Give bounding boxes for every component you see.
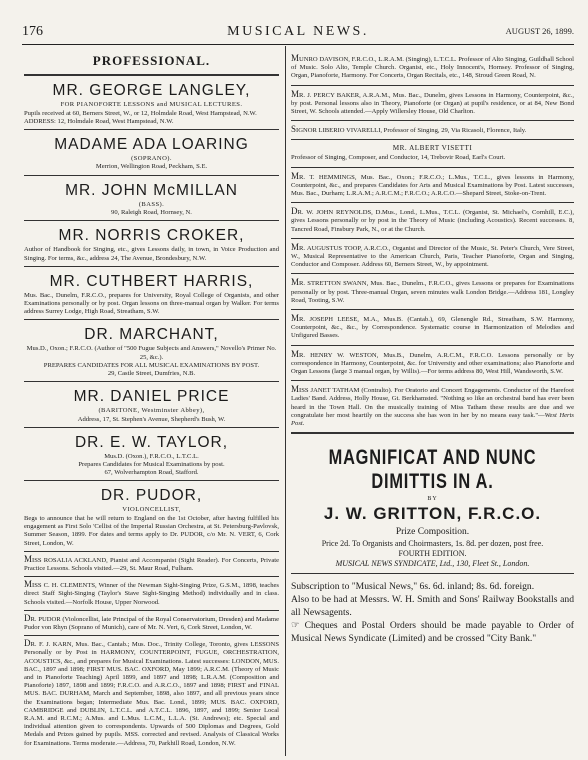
ad-name: DR. MARCHANT, [84, 326, 219, 344]
ad-price [24, 382, 279, 428]
ad-clements [24, 577, 279, 611]
ad-taylor [24, 428, 279, 482]
ad-name: MR. JOHN McMILLAN [65, 181, 238, 199]
ad-address: ADDRESS: 12, Holmdale Road, West Hampstead, N.W. [24, 117, 174, 125]
ad-karn [24, 636, 279, 751]
drop-cap: M [291, 88, 300, 99]
ad-line: 67, Wolverhampton Road, Stafford. [104, 469, 199, 477]
prize-composition: Prize Composition. [395, 527, 470, 538]
drop-cap: D [24, 612, 31, 623]
drop-cap: M [291, 384, 300, 395]
ad-mcmillan [24, 176, 279, 222]
ad-name: MR. DANIEL PRICE [73, 388, 230, 406]
page-header [22, 24, 574, 42]
drop-cap: M [291, 241, 300, 252]
ad-leese [291, 310, 574, 346]
drop-cap: S [291, 124, 297, 135]
ad-weston [291, 346, 574, 382]
ad-text: 90, Raleigh Road, Hornsey, N. [111, 209, 192, 217]
ad-text: ISS ROSALIA ACKLAND, Pianist and Accompanist (Sight Reader). For Concerts, Private Practice Lessons. Schools visited.—29, St. Maur Road, Fulham. [24, 556, 279, 572]
ad-name: DR. PUDOR, [100, 487, 203, 505]
ad-name: MADAME ADA LOARING [54, 135, 249, 153]
ad-name: MR. ALBERT VISETTI [392, 144, 473, 153]
ad-text: R. HENRY W. WESTON, Mus.B., Dunelm, A.R.C.M., F.R.C.O. Lessons personally or by correspondence in Harmony, Counterpoint, &c. for University and other examinations; also Pianoforte and Organ Lessons (large 3 manual organ, by Willis).—For terms address 80, West Hill, Wandsworth, S.W. [291, 351, 574, 376]
drop-cap: M [291, 277, 300, 288]
ad-text: R. STRETTON SWANN, Mus. Bac., Dunelm., F.R.C.O., gives Lessons or prepares for Examinations personally or by post. Three-manual Organ, seven minutes walk London Bridge.—Address 181, Longley Road, Tooting, S.W. [291, 280, 574, 304]
masthead-title: MUSICAL NEWS. [227, 24, 369, 39]
ad-vivarelli [291, 121, 574, 140]
ad-pudor-2 [24, 611, 279, 636]
price-line: Price 2d. To Organists and Choirmasters, 1s. 8d. per dozen, post free. [321, 539, 544, 549]
column-divider [285, 46, 286, 756]
drop-cap: M [291, 53, 300, 63]
ad-text: Address, 17, St. Stephen's Avenue, Shepherd's Bush, W. [77, 415, 226, 423]
ad-text: R. W. JOHN REYNOLDS, D.Mus., Lond., L.Mus., T.C.L. (Organist, St. Michael's, Cornhill, E.C.), gives Lessons personally or by post in the Theory of Music (including Acoustics). Recent successes. 8, Tancred Road, Finsbury Park, N., or at the Church. [291, 209, 574, 233]
ad-text: R. F. J. KARN, Mus. Bac., Cantab.; Mus. Doc., Trinity College, Toronto, gives LESSONS Personally or by Post in HARMONY, COUNTERPOINT, FUGUE, ORCHESTRATION, ACOUSTICS, &c., and prepares for Musical Examinations. Latest successes: LONDON, MUS. BAC., 1897 and 1898; FIRST MUS. BAC. OXFORD, May 1899; A.R.C.M. (Theory of Music and in Pianoforte Teaching) April 1899, and 1897 and 1898; L.R.A.M. (Composition and Pianoforte) 1897, 1898 and 1899; F.R.C.O. and A.R.C.O., 1897 and 1898; FIRST and FINAL MUS. BAC. DURHAM, March and September, 1898, also 1897, and all previous years since the Examinations began; Intermediate Mus. Bac. Lond., 1899; MUS. BAC. OXFORD, CAMBRIDGE and DUBLIN, L.T.C.L. and A.T.C.L. 1896, 1897, and 1899; Senior Local R.A.M. and R.C.M.; A.Mus. and L.Mus. L.C.M., L.L.A. (St. Andrews); etc. Special and individual attention given to correspondents. Upwards of 500 Diplomas and Degrees, Gold Medals and Prizes gained by pupils. MSS. corrected and revised. Analysis of Classical Works for Examinations. Terms moderate.—Address, 70, Parkhill Road, London, N.W. [24, 641, 279, 747]
quote-source: West Herts Post. [291, 411, 574, 428]
ad-langley [24, 76, 279, 130]
ad-subtitle: FOR PIANOFORTE LESSONS and MUSICAL LECTURES. [60, 101, 243, 108]
magnificat-ad [291, 434, 574, 574]
ad-croker [24, 221, 279, 266]
ad-text: Mus. Bac., Dunelm, F.R.C.O., prepares for University, Royal College of Organists, and other Examinations personally or by post. Organ lessons on three-manual organ by Walker. For terms address Surrey Lodge, High Road, Streatham, S.W. [24, 291, 279, 316]
ad-text: ISS C. H. CLEMENTS, Winner of the Newman Sight-Singing Prize, G.S.M., 1898, teaches direct Staff Sight-Singing (Taylor's Stave Sight-Singing Method) individually and in class. Schools visited.—Norfolk House, Upper Norwood. [24, 582, 279, 606]
ad-text: R. T. HEMMINGS, Mus. Bac., Oxon.; F.R.C.O.; L.Mus., T.C.L., gives lessons in Harmony, Counterpoint, &c., and prepares Candidates for Arts and Musical Examinations by Post. Latest successes, Mus. Bac., Durham; L.R.A.M.; A.R.C.M.; F.R.C.O.; A.R.C.O.—Shepard Street, Stoke-on-Trent. [291, 173, 574, 198]
ad-visetti [291, 140, 574, 167]
header-rule [22, 44, 574, 45]
ad-line: Mus.D. (Oxon.), F.R.C.O., L.T.C.L. [104, 452, 199, 460]
ad-pudor [24, 481, 279, 551]
cheques-notice: ☞ Cheques and Postal Orders should be made payable to Order of Musical News Syndicate (Limited) and be crossed "City Bank." [291, 620, 574, 645]
magnificat-title-line-2: DIMITTIS IN A. [371, 470, 494, 494]
page-number: 176 [22, 24, 43, 39]
ad-marchant [24, 320, 279, 382]
drop-cap: M [24, 579, 33, 590]
ad-quote: "Nothing so like an orchestral band has ever been heard in the Town Hall. On the musically training of Miss Tatham these results are due and we congratulate her most heartily on the success she has won in her by no means easy task."— [291, 395, 574, 419]
drop-cap: M [291, 313, 300, 324]
ad-ackland [24, 552, 279, 577]
ad-subtitle: (SOPRANO). [131, 154, 172, 162]
ad-text: Author of Handbook for Singing, etc., gives Lessons daily, in town, in Voice Production and Singing. For terms, &c., address 24, The Avenue, Brondesbury, N.W. [24, 246, 279, 262]
ad-text: ISS JANET TATHAM (Contralto). For Oratorio and Concert Engagements. Conductor of the Harefoot Ladies' Band. Address, Holly House, Gt. Berkhamsted. [291, 387, 574, 403]
ad-tatham [291, 381, 574, 434]
ad-text: R. PUDOR (Violoncellist, late Principal of the Royal Conservatorium, Dresden) and Madame Pudor von Rhyn (Soprano of Munich), care of Mr. N. Vert, 6, Cork Street, London, W. [24, 615, 279, 631]
composer-name: J. W. GRITTON, F.R.C.O. [323, 504, 542, 524]
drop-cap: D [291, 206, 298, 217]
drop-cap: D [24, 638, 31, 649]
ad-text: R. JOSEPH LEESE, M.A., Mus.B. (Cantab.), 69, Glenengle Rd., Streatham, S.W. Harmony, Counterpoint, &c., &c., by Correspondence. Systematic course in Harmonization of Melodies and Unfigured Basses. [291, 316, 574, 340]
ad-hemmings [291, 168, 574, 204]
ad-harris [24, 267, 279, 321]
notices [291, 574, 574, 645]
edition-line: FOURTH EDITION. [398, 549, 467, 559]
bookstalls-notice: Also to be had at Messrs. W. H. Smith and Sons' Railway Bookstalls and all Newsagents. [291, 594, 574, 619]
ad-text: Pupils received at 60, Berners Street, W., or 12, Holmdale Road, West Hampstead, N.W. [24, 109, 257, 117]
magnificat-title-line-1: MAGNIFICAT AND NUNC [328, 446, 537, 470]
ad-text: Begs to announce that he will return to England on the 1st October, after having fulfilled his engagement as First Solo 'Cellist of the Imperial Russian Orchestra, at St. Petersburg-Pavlovsk, Summer Season, 1899. For dates and terms apply to Dr. PUDOR, c/o Mr. N. VERT, 6, Cork Street, London, W. [24, 514, 279, 547]
ad-name: MR. NORRIS CROKER, [58, 227, 245, 245]
issue-date: AUGUST 26, 1899. [505, 26, 574, 36]
ad-loaring [24, 130, 279, 176]
ad-subtitle: (BARITONE, Westminster Abbey), [98, 407, 205, 415]
ad-name: DR. E. W. TAYLOR, [74, 433, 229, 451]
ad-text: Merrion, Wellington Road, Peckham, S.E. [95, 163, 208, 171]
drop-cap: M [24, 553, 33, 564]
left-column [24, 50, 279, 751]
ad-text: R. J. PERCY BAKER, A.R.A.M., Mus. Bac., Dunelm, gives Lessons in Harmony, Counterpoint, &c., by post. Personal lessons also in Theory, Pianoforte (or Organ) at pupil's residence, or at 84, New Bond Street, W. Schools attended.—Apply Willersley House, Old Charlton. [291, 91, 574, 116]
ad-line: Prepares Candidates for Musical Examinations by post. [78, 461, 225, 469]
ad-line: PREPARES CANDIDATES FOR ALL MUSICAL EXAMINATIONS BY POST. [43, 361, 260, 369]
ad-text: UNRO DAVISON, F.R.C.O., L.R.A.M. (Singing), L.T.C.L. Professor of Alto Singing, Guildhall School of Music. Solo Alto, Temple Church. Organist, etc., Holy Innocent's, Hornsey. Professor of Singing, Organ, Pianoforte, Harmony. For Concerts, Organ Recitals, etc., 148, Stroud Green Road, N. [291, 56, 574, 80]
ad-davison [291, 50, 574, 86]
drop-cap: M [291, 348, 300, 359]
section-title: PROFESSIONAL. [24, 50, 279, 76]
ad-toop [291, 239, 574, 275]
ad-swann [291, 274, 574, 310]
drop-cap: M [291, 170, 300, 181]
ad-text: IGNOR LIBERIO VIVARELLI, Professor of Singing, 29, Via Ricasoli, Florence, Italy. [296, 127, 527, 135]
right-column [291, 50, 574, 645]
ad-baker [291, 86, 574, 122]
ad-reynolds [291, 203, 574, 239]
ad-line: Mus.D., Oxon.; F.R.C.O. (Author of "500 Fugue Subjects and Answers," Novello's Primer No. 25, &c.). [26, 345, 277, 361]
ad-text: R. AUGUSTUS TOOP, A.R.C.O., Organist and Director of the Music, St. Peter's Church, Vere Street, W., Musical Representative to the American Church, Paris, Teacher Pianoforte, Organ and Singing, Conductor and Composer. Address 60, Berners Street, W., by appointment. [291, 244, 574, 269]
ad-subtitle: VIOLONCELLIST, [122, 506, 181, 514]
subscription-notice: Subscription to "Musical News," 6s. 6d. inland; 8s. 6d. foreign. [291, 581, 535, 593]
by-line: BY [427, 496, 438, 503]
ad-name: MR. CUTHBERT HARRIS, [49, 272, 254, 290]
publisher-line: MUSICAL NEWS SYNDICATE, Ltd., 130, Fleet St., London. [335, 559, 530, 569]
ad-name: MR. GEORGE LANGLEY, [52, 82, 251, 99]
ad-line: 29, Castle Street, Dumfries, N.B. [107, 369, 196, 377]
ad-text: Professor of Singing, Composer, and Conductor, 14, Trebovir Road, Earl's Court. [291, 154, 506, 162]
ad-subtitle: (BASS). [138, 200, 165, 208]
